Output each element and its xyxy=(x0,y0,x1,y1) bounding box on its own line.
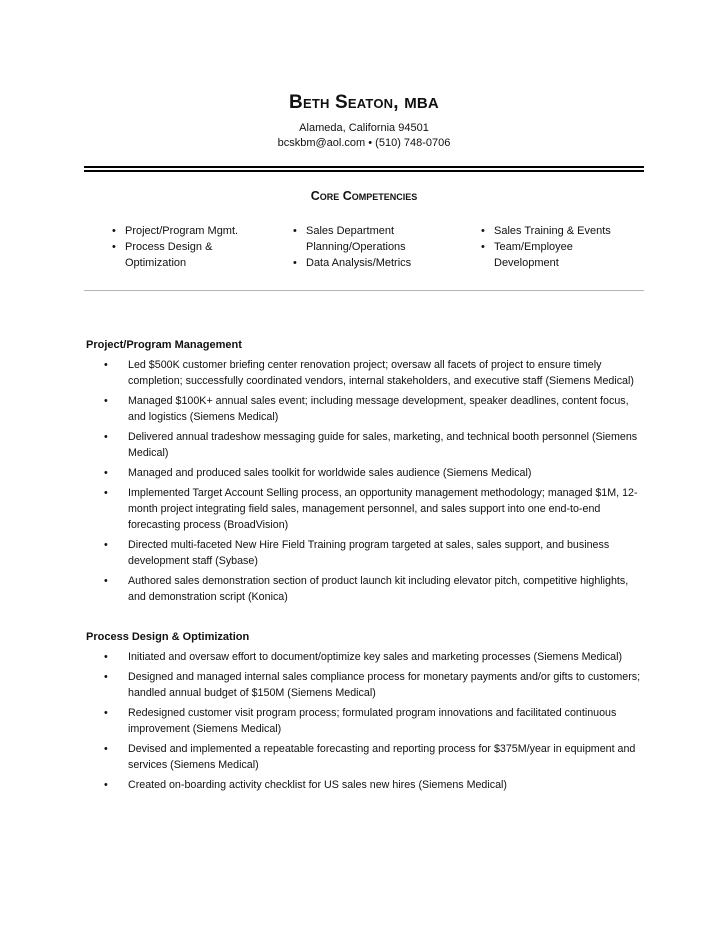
name-text: Beth Seaton, xyxy=(289,92,399,113)
competencies-column-3 xyxy=(481,223,641,271)
list-item: • Implemented Target Account Selling process, an opportunity management methodology; managed $1M, 12-month project integrating field sales, management personnel, and sales support into one end-to-end forecasting process (BroadVision) xyxy=(86,485,646,533)
competency-item: • Sales Training & Events xyxy=(481,223,641,239)
address: Alameda, California 94501 xyxy=(299,122,429,134)
list-item: • Managed and produced sales toolkit for worldwide sales audience (Siemens Medical) xyxy=(86,465,646,481)
credential: MBA xyxy=(404,95,439,112)
list-item: • Authored sales demonstration section of product launch kit including elevator pitch, competitive highlights, and demonstration script (Konica) xyxy=(86,573,646,605)
section-process-design xyxy=(86,629,646,793)
list-item: • Designed and managed internal sales compliance process for monetary payments and/or gifts to customers; handled annual budget of $150M (Siemens Medical) xyxy=(86,669,646,701)
competency-item: • Project/Program Mgmt. xyxy=(112,223,277,239)
list-item: • Delivered annual tradeshow messaging guide for sales, marketing, and technical booth personnel (Siemens Medical) xyxy=(86,429,646,461)
separator: • xyxy=(368,137,373,149)
list-item: • Redesigned customer visit program process; formulated program innovations and facilitated continuous improvement (Siemens Medical) xyxy=(86,705,646,737)
competencies-column-2 xyxy=(293,223,443,271)
list-item: • Directed multi-faceted New Hire Field Training program targeted at sales, sales support, and business development staff (Sybase) xyxy=(86,537,646,569)
contact-info xyxy=(0,121,728,151)
phone: (510) 748-0706 xyxy=(375,137,451,149)
list-item: • Initiated and oversaw effort to document/optimize key sales and marketing processes (Siemens Medical) xyxy=(86,649,646,665)
competency-item: • Process Design & Optimization xyxy=(112,239,230,271)
list-item: • Created on-boarding activity checklist for US sales new hires (Siemens Medical) xyxy=(86,777,646,793)
competencies-column-1 xyxy=(112,223,277,271)
competency-item: • Sales Department Planning/Operations xyxy=(293,223,431,255)
section-divider xyxy=(84,290,644,291)
competency-item: • Team/Employee Development xyxy=(481,239,584,271)
section-project-program-management xyxy=(86,337,646,605)
section-heading: Process Design & Optimization xyxy=(86,631,250,643)
list-item: • Devised and implemented a repeatable forecasting and reporting process for $375M/year in equipment and services (Siemens Medical) xyxy=(86,741,646,773)
email: bcskbm@aol.com xyxy=(277,137,366,149)
competency-item: • Data Analysis/Metrics xyxy=(293,255,443,271)
competencies-title: Core Competencies xyxy=(310,189,418,203)
experience-sections xyxy=(86,337,646,817)
list-item: • Managed $100K+ annual sales event; including message development, speaker deadlines, content focus, and logistics (Siemens Medical) xyxy=(86,393,646,425)
section-heading: Project/Program Management xyxy=(86,339,242,351)
double-divider xyxy=(84,166,644,172)
candidate-name xyxy=(0,92,728,114)
list-item: • Led $500K customer briefing center renovation project; oversaw all facets of project to ensure timely completion; successfully coordinated vendors, internal stakeholders, and executive staff (Siemens Medical) xyxy=(86,357,646,389)
